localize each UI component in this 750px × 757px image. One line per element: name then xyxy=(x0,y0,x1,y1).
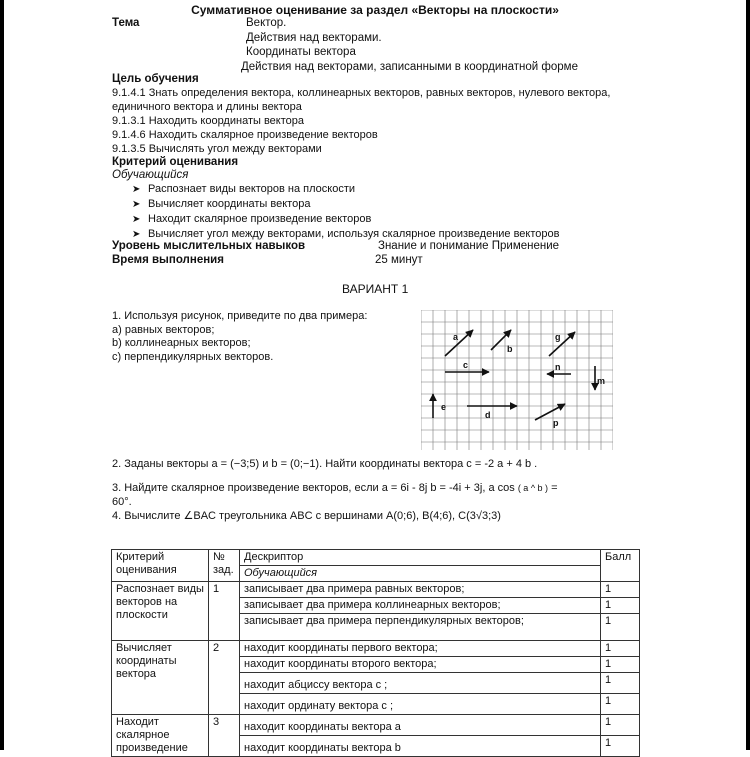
criterion-cell: Находит скалярное произведение xyxy=(112,715,209,757)
header-score: Балл xyxy=(601,550,640,582)
vector-grid-figure xyxy=(421,310,613,450)
task1-line: c) перпендикулярных векторов. xyxy=(112,350,274,363)
task1-text xyxy=(112,310,367,364)
vector-label-b: b xyxy=(507,344,513,354)
descriptor-cell: находит абциссу вектора c ; xyxy=(240,673,601,694)
document-title: Суммативное оценивание за раздел «Векторы на плоскости» xyxy=(191,3,559,17)
table-row xyxy=(112,641,640,657)
descriptor-cell: находит координаты вектора b xyxy=(240,736,601,757)
time-label: Время выполнения xyxy=(112,254,224,266)
goal-item: 9.1.3.5 Вычислять угол между векторами xyxy=(112,143,322,155)
header-task-number: № зад. xyxy=(209,550,240,582)
skills-label: Уровень мыслительных навыков xyxy=(112,240,306,252)
descriptor-cell: записывает два примера коллинеарных векторов; xyxy=(240,598,601,614)
task1-line: b) коллинеарных векторов; xyxy=(112,337,251,349)
criterion-cell: Вычисляет координаты вектора xyxy=(112,641,209,715)
task-number-cell: 1 xyxy=(209,582,240,641)
arrow-bullet-icon: ➤ xyxy=(132,214,141,225)
task3-angle: 60°. xyxy=(112,496,132,508)
task-number-cell: 3 xyxy=(209,715,240,757)
vector-label-c: c xyxy=(463,360,469,370)
vector-label-d: d xyxy=(485,410,491,420)
table-row xyxy=(112,582,640,598)
skills-value: Знание и понимание Применение xyxy=(378,240,560,252)
goal-item: 9.1.4.1 Знать определения вектора, коллинеарных векторов, равных векторов, нулевого вектора, единичного вектора и длины вектора xyxy=(112,87,611,113)
descriptor-cell: находит координаты вектора a xyxy=(240,715,601,736)
descriptor-cell: записывает два примера равных векторов; xyxy=(240,582,601,598)
score-cell: 1 xyxy=(601,694,640,715)
descriptor-cell: находит координаты второго вектора; xyxy=(240,657,601,673)
descriptor-cell: записывает два примера перпендикулярных векторов; xyxy=(240,614,601,641)
goal-item: 9.1.4.6 Находить скалярное произведение векторов xyxy=(112,129,378,141)
score-cell: 1 xyxy=(601,673,640,694)
table-row xyxy=(112,715,640,736)
topic-line: Действия над векторами. xyxy=(246,31,382,44)
vector-label-e: e xyxy=(441,402,447,412)
score-cell: 1 xyxy=(601,582,640,598)
task1-line: 1. Используя рисунок, приведите по два примера: xyxy=(112,310,368,322)
topic-line: Вектор. xyxy=(246,17,287,29)
vector-label-n: n xyxy=(555,362,561,372)
task4-text: 4. Вычислите ∠BAC треугольника ABC с вершинами A(0;6), B(4;6), C(3√3;3) xyxy=(112,510,501,522)
score-cell: 1 xyxy=(601,641,640,657)
task-number-cell: 2 xyxy=(209,641,240,715)
criteria-item: ➤ Вычисляет координаты вектора xyxy=(132,198,311,210)
criteria-label: Критерий оценивания xyxy=(112,156,239,168)
topic-label: Тема xyxy=(112,17,140,29)
descriptor-cell: находит ординату вектора c ; xyxy=(240,694,601,715)
criteria-item: ➤ Вычисляет угол между векторами, используя скалярное произведение векторов xyxy=(132,228,560,240)
vector-label-m: m xyxy=(597,376,606,386)
arrow-bullet-icon: ➤ xyxy=(132,199,141,210)
rubric-table xyxy=(111,549,640,757)
header-criterion: Критерий оценивания xyxy=(112,550,209,582)
task2-text: 2. Заданы векторы a = (−3;5) и b = (0;−1). Найти координаты вектора c = -2 a + 4 b . xyxy=(112,458,538,470)
criterion-cell: Распознает виды векторов на плоскости xyxy=(112,582,209,641)
criteria-list xyxy=(132,182,559,242)
time-value: 25 минут xyxy=(375,254,423,266)
criteria-item: ➤ Распознает виды векторов на плоскости xyxy=(132,183,356,195)
rubric-header-row xyxy=(112,550,640,566)
vector-label-p: p xyxy=(553,418,559,428)
task1-line: a) равных векторов; xyxy=(112,323,215,336)
topic-lines xyxy=(241,16,578,74)
vector-p xyxy=(535,404,565,420)
goal-item: 9.1.3.1 Находить координаты вектора xyxy=(112,115,304,127)
vector-label-a: a xyxy=(453,332,459,342)
descriptor-cell: находит координаты первого вектора; xyxy=(240,641,601,657)
topic-line: Действия над векторами, записанными в координатной форме xyxy=(241,60,578,73)
arrow-bullet-icon: ➤ xyxy=(132,229,141,240)
goals-list xyxy=(112,86,632,156)
task3-text: 3. Найдите скалярное произведение векторов, если a = 6i - 8j b = -4i + 3j, a cos ( a ^ b ) = xyxy=(112,482,558,494)
score-cell: 1 xyxy=(601,598,640,614)
vector-grid-svg xyxy=(421,310,613,450)
vector-label-g: g xyxy=(555,332,561,342)
arrow-bullet-icon: ➤ xyxy=(132,184,141,195)
score-cell: 1 xyxy=(601,614,640,641)
criteria-item: ➤ Находит скалярное произведение векторов xyxy=(132,213,372,225)
score-cell: 1 xyxy=(601,736,640,757)
descriptor-subject: Обучающийся xyxy=(240,566,601,582)
score-cell: 1 xyxy=(601,657,640,673)
goals-label: Цель обучения xyxy=(112,73,199,85)
variant-title: ВАРИАНТ 1 xyxy=(342,282,409,296)
topic-line: Координаты вектора xyxy=(246,46,356,58)
header-descriptor: Дескриптор xyxy=(240,550,601,566)
score-cell: 1 xyxy=(601,715,640,736)
criteria-subject: Обучающийся xyxy=(112,169,189,181)
